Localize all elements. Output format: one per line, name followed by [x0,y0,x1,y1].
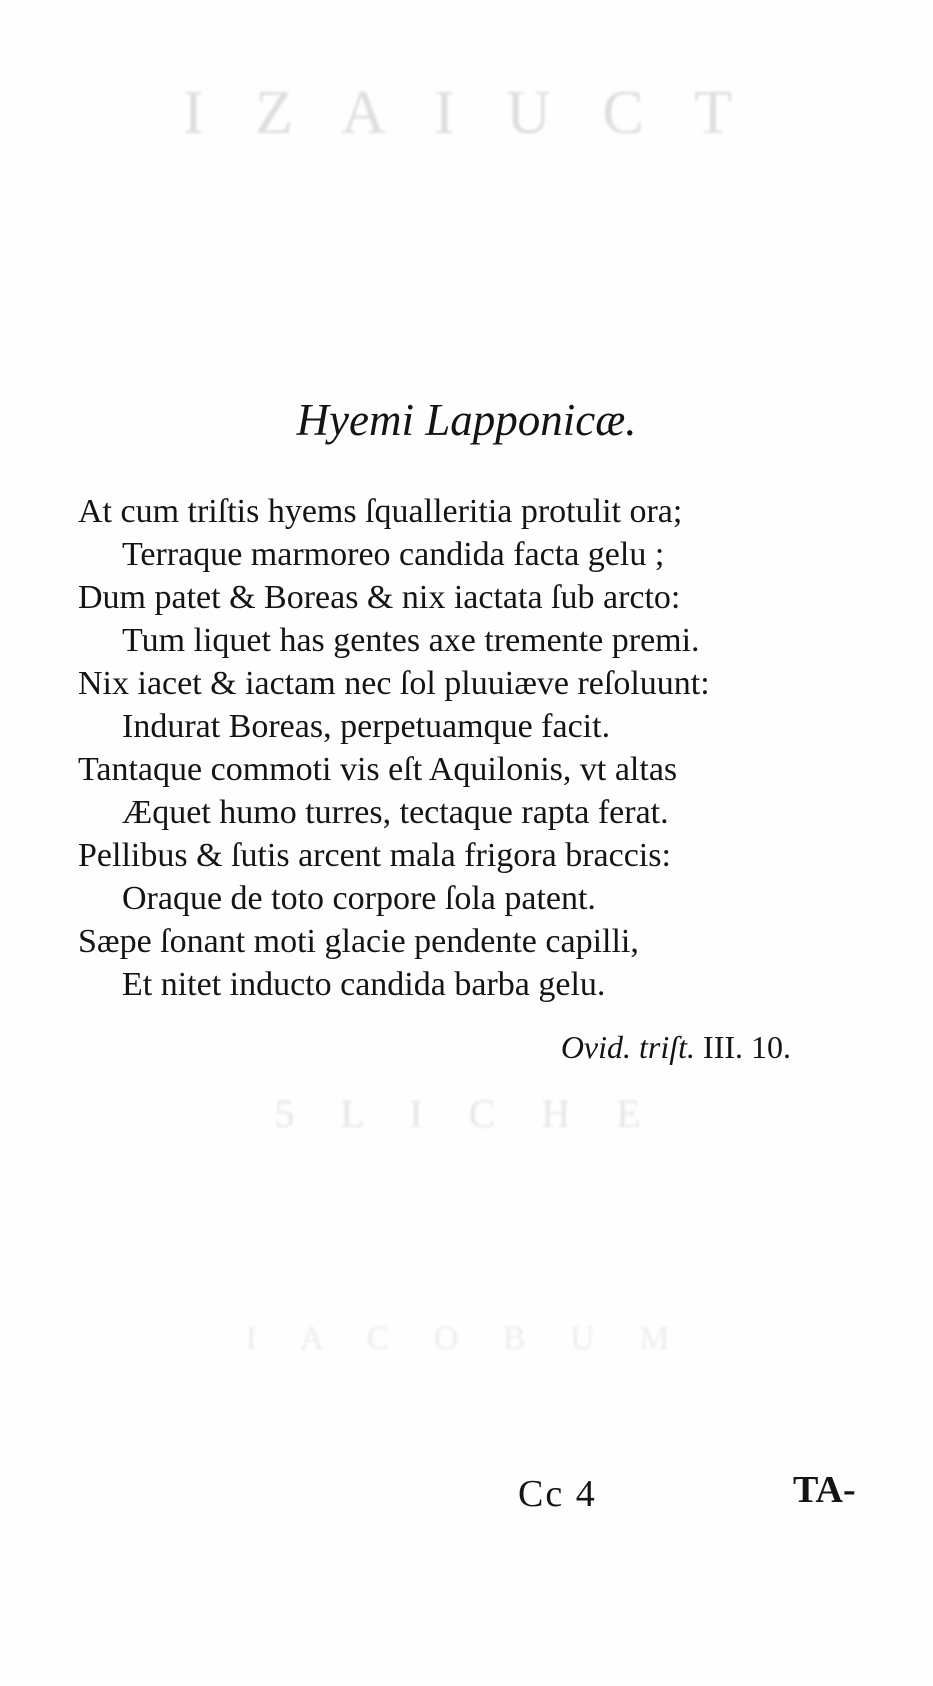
verse-line: Æquet humo turres, tectaque rapta ferat. [122,794,669,831]
source-citation [561,1027,791,1067]
verse-line: Indurat Boreas, perpetuamque facit. [122,708,611,745]
verse-line: Terraque marmoreo candida facta gelu ; [122,536,665,573]
verse-line: Nix iacet & iactam nec ſol pluuiæve reſoluunt: [78,665,710,702]
citation-author: Ovid. triſt. [560,1029,696,1065]
verse-line: Tantaque commoti vis eſt Aquilonis, vt altas [78,751,678,788]
verse-line: Sæpe ſonant moti glacie pendente capilli, [78,923,639,960]
signature-mark: Cc 4 [518,1473,597,1515]
verse-line: Tum liquet has gentes axe tremente premi. [122,622,700,659]
citation-reference: III. 10. [703,1029,791,1065]
poem-verses [78,490,878,1006]
show-through-decoration: I Z A I U C T [183,79,750,147]
show-through-decoration: I A C O B U M [245,1320,688,1357]
verse-line: Dum patet & Boreas & nix iactata ſub arcto: [78,579,681,616]
verse-line: Pellibus & ſutis arcent mala frigora braccis: [78,837,671,874]
catchword: TA- [793,1469,856,1511]
verse-line: Oraque de toto corpore ſola patent. [122,880,596,917]
poem-title: Hyemi Lapponicæ. [296,395,637,445]
show-through-decoration: 5 L I C H E [274,1091,659,1136]
verse-line: Et nitet inducto candida barba gelu. [122,966,606,1003]
verse-line: At cum triſtis hyems ſqualleritia protulit ora; [78,493,683,530]
